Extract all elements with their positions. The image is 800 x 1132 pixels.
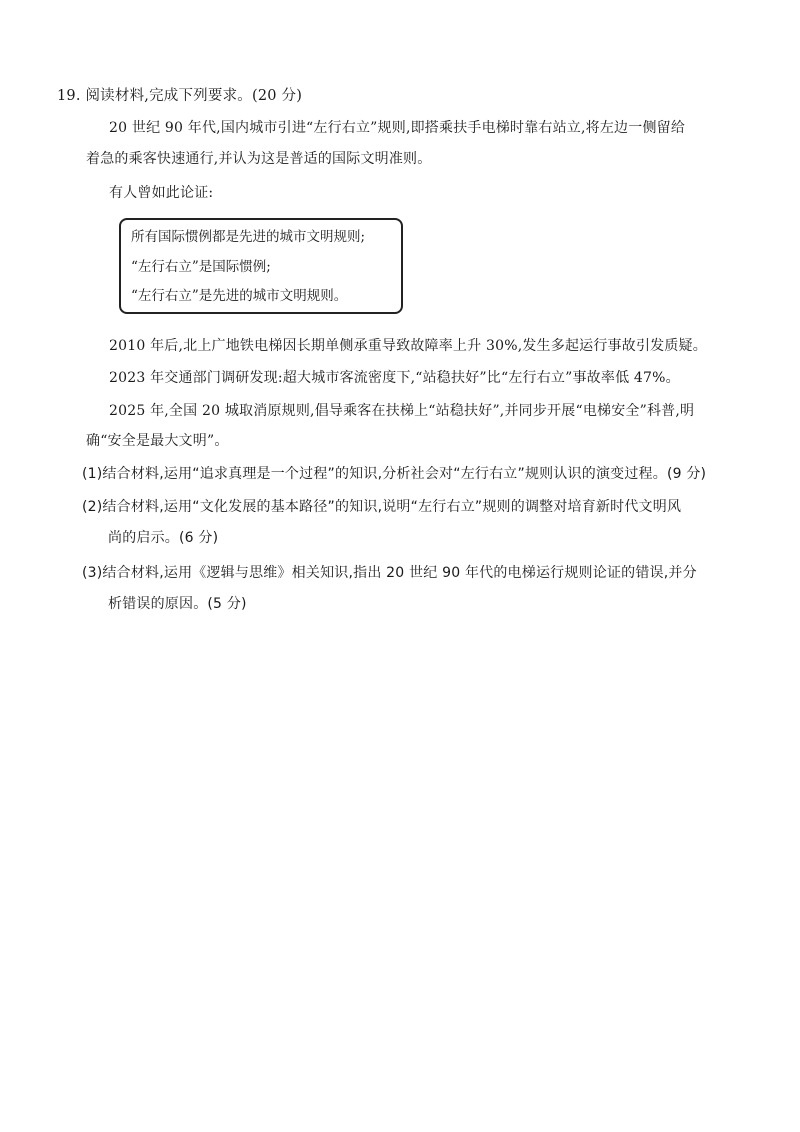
conclusion: “左行右立”是先进的城市文明规则。 — [131, 288, 348, 304]
intro-text-line-2: 着急的乘客快速通行,并认为这是普适的国际文明准则。 — [86, 151, 432, 167]
material-2025-line-1: 2025 年,全国 20 城取消原规则,倡导乘客在扶梯上“站稳扶好”,并同步开展“电梯安全”科普,明 — [109, 403, 695, 419]
sub-question-3-line-1: (3)结合材料,运用《逻辑与思维》相关知识,指出 20 世纪 90 年代的电梯运行规则论证的错误,并分 — [82, 565, 697, 581]
intro-text-line-1: 20 世纪 90 年代,国内城市引进“左行右立”规则,即搭乘扶手电梯时靠右站立,将左边一侧留给 — [109, 120, 686, 136]
sub-question-1: (1)结合材料,运用“追求真理是一个过程”的知识,分析社会对“左行右立”规则认识的演变过程。(9 分) — [82, 466, 707, 482]
major-premise: 所有国际惯例都是先进的城市文明规则; — [131, 229, 366, 245]
sub-question-3-line-2: 析错误的原因。(5 分) — [108, 596, 247, 612]
argument-lead: 有人曾如此论证: — [109, 185, 214, 201]
material-2023: 2023 年交通部门调研发现:超大城市客流密度下,“站稳扶好”比“左行右立”事故率低 47%。 — [109, 370, 680, 386]
minor-premise: “左行右立”是国际惯例; — [131, 259, 271, 275]
sub-question-2-line-1: (2)结合材料,运用“文化发展的基本路径”的知识,说明“左行右立”规则的调整对培育新时代文明风 — [82, 499, 682, 515]
material-2025-line-2: 确“安全是最大文明”。 — [86, 433, 229, 449]
material-2010: 2010 年后,北上广地铁电梯因长期单侧承重导致故障率上升 30%,发生多起运行事故引发质疑。 — [109, 338, 707, 354]
sub-question-2-line-2: 尚的启示。(6 分) — [108, 530, 219, 546]
syllogism-box — [119, 218, 403, 314]
question-title: 19. 阅读材料,完成下列要求。(20 分) — [57, 88, 303, 104]
